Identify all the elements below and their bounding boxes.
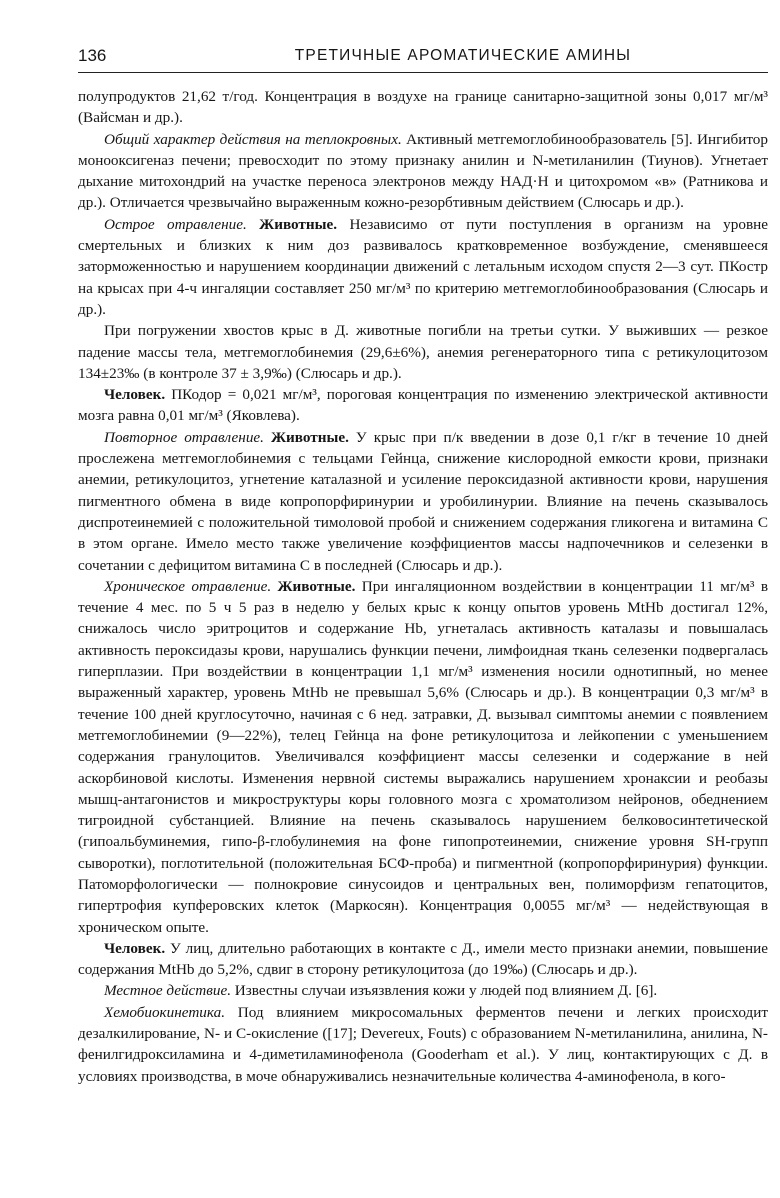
paragraph-repeated-poisoning: Повторное отравление. Животные. У крыс при п/к введении в дозе 0,1 г/кг в течение 10 дней прослежена метгемоглобинемия с тельцами Гейнца, снижение кислородной емкости крови, признаки анемии, ретикулоцитоз, угнетение каталазной и усиление пероксидазной активности крови, нарушения пигментного обмена в виде копропорфиринурии и уробилинурии. Влияние на печень сказывалось диспротеинемией с положительной тимоловой пробой и снижением содержания гликогена и витамина С в этом органе. Имело место также увеличение коэффициентов массы надпочечников и селезенки в сочетании с дефицитом витамина С в последней (Слюсарь и др.). [78, 428, 768, 574]
paragraph-tail-immersion: При погружении хвостов крыс в Д. животные погибли на третьи сутки. У выживших — резкое падение массы тела, метгемоглобинемия (29,6±6%), анемия регенераторного типа с ретикулоцитозом 134±23‰ (в контроле 37 ± 3,9‰) (Слюсарь и др.). [78, 322, 768, 382]
paragraph-local-action: Местное действие. Известны случаи изъязвления кожи у людей под влиянием Д. [6]. [104, 982, 658, 1000]
running-title: ТРЕТИЧНЫЕ АРОМАТИЧЕСКИЕ АМИНЫ [294, 47, 632, 64]
section-label: Хемобиокинетика. [104, 1003, 226, 1021]
section-label: Хроническое отравление. [104, 577, 272, 595]
paragraph-general-action: Общий характер действия на теплокровных. Активный метгемоглобинообразователь [5]. Ингибитор монооксигеназ печени; превосходит по этому признаку анилин и N-метиланилин (Тиунов). Угнетает дыхание митохондрий на участке переноса электронов между НАД·Н и цитохромом «в» (Ратникова и др.). Отличается чрезвычайно выраженным кожно-резорбтивным действием (Слюсарь и др.). [78, 130, 768, 212]
subject-label: Человек. [104, 386, 166, 404]
paragraph-human-acute: Человек. ПКодор = 0,021 мг/м³, пороговая концентрация по изменению электрической активности мозга равна 0,01 мг/м³ (Яковлева). [78, 386, 768, 425]
section-label: Местное действие. [104, 982, 231, 1000]
subject-label: Животные. [277, 577, 356, 595]
body-text [78, 86, 768, 1087]
subject-label: Человек. [104, 939, 166, 957]
paragraph-chronic-poisoning: Хроническое отравление. Животные. При ингаляционном воздействии в концентрации 11 мг/м³ в течение 4 мес. по 5 ч 5 раз в неделю у белых крыс к концу опытов уровень MtHb достигал 12%, снижалось число эритроцитов и содержание Hb, угнеталась активность каталазы и повышалась активность пероксидазы крови, нарушались функции печени, лимфоидная ткань селезенки подвергалась гиперплазии. При воздействии в концентрации 1,1 мг/м³ изменения носили однотипный, но менее выраженный характер, уровень MtHb не превышал 5,6% (Слюсарь и др.). В концентрации 0,3 мг/м³ в течение 100 дней круглосуточно, начиная с 6 нед. затравки, Д. вызывал симптомы анемии с появлением метгемоглобинемии (9—22%), телец Гейнца на фоне ретикулоцитоза и лейкопении с уменьшением содержания гранулоцитов. Увеличивался коэффициент массы селезенки и содержание в ней аскорбиновой кислоты. Изменения нервной системы выражались нарушением хронаксии и реобазы мышц-антагонистов и микроструктуры коры головного мозга с хроматолизом нейронов, обеднением тигроидной субстанцией. Влияние на печень сказывалось нарушением белковосинтетической (гипоальбуминемия, гипо-β-глобулинемия на фоне гипопротеинемии, снижение уровня SH-групп сыворотки), поглотительной (положительная БСФ-проба) и пигментной (копропорфиринурия) функции. Патоморфологически — полнокровие синусоидов и центральных вен, полиморфизм гепатоцитов, гипертрофия купферовских клеток (Маркосян). Концентрация 0,0055 мг/м³ — недействующая в хроническом опыте. [78, 577, 768, 936]
section-label: Повторное отравление. [104, 428, 264, 446]
page-header [78, 44, 768, 73]
paragraph-chemobiokinetics: Хемобиокинетика. Под влиянием микросомальных ферментов печени и легких происходит дезалкилирование, N- и С-окисление ([17]; Devereux, Fouts) с образованием N-метиланилина, анилина, N-фенилгидроксиламина и 4-диметиламинофенола (Gooderham et al.). У лиц, контактирующих с Д. в условиях производства, в моче обнаруживались незначительные количества 4-аминофенола, в кого- [78, 1003, 768, 1085]
section-label: Общий характер действия на теплокровных. [104, 130, 402, 148]
subject-label: Животные. [271, 428, 349, 446]
section-label: Острое отравление. [104, 215, 247, 233]
paragraph-continuation: полупродуктов 21,62 т/год. Концентрация в воздухе на границе санитарно-защитной зоны 0,017 мг/м³ (Вайсман и др.). [78, 88, 768, 127]
paragraph-human-chronic: Человек. У лиц, длительно работающих в контакте с Д., имели место признаки анемии, повышение содержания MtHb до 5,2%, сдвиг в сторону ретикулоцитоза (до 19‰) (Слюсарь и др.). [78, 939, 768, 979]
paragraph-acute-poisoning: Острое отравление. Животные. Независимо от пути поступления в организм на уровне смертельных и близких к ним доз развивалось кратковременное возбуждение, сменявшееся заторможенностью и нарушением координации движений с летальным исходом спустя 2—3 сут. ПКостр на крысах при 4-ч ингаляции составляет 250 мг/м³ по критерию метгемоглобинообразования (Слюсарь и др.). [78, 215, 768, 318]
subject-label: Животные. [259, 215, 338, 233]
page-number: 136 [78, 46, 107, 65]
